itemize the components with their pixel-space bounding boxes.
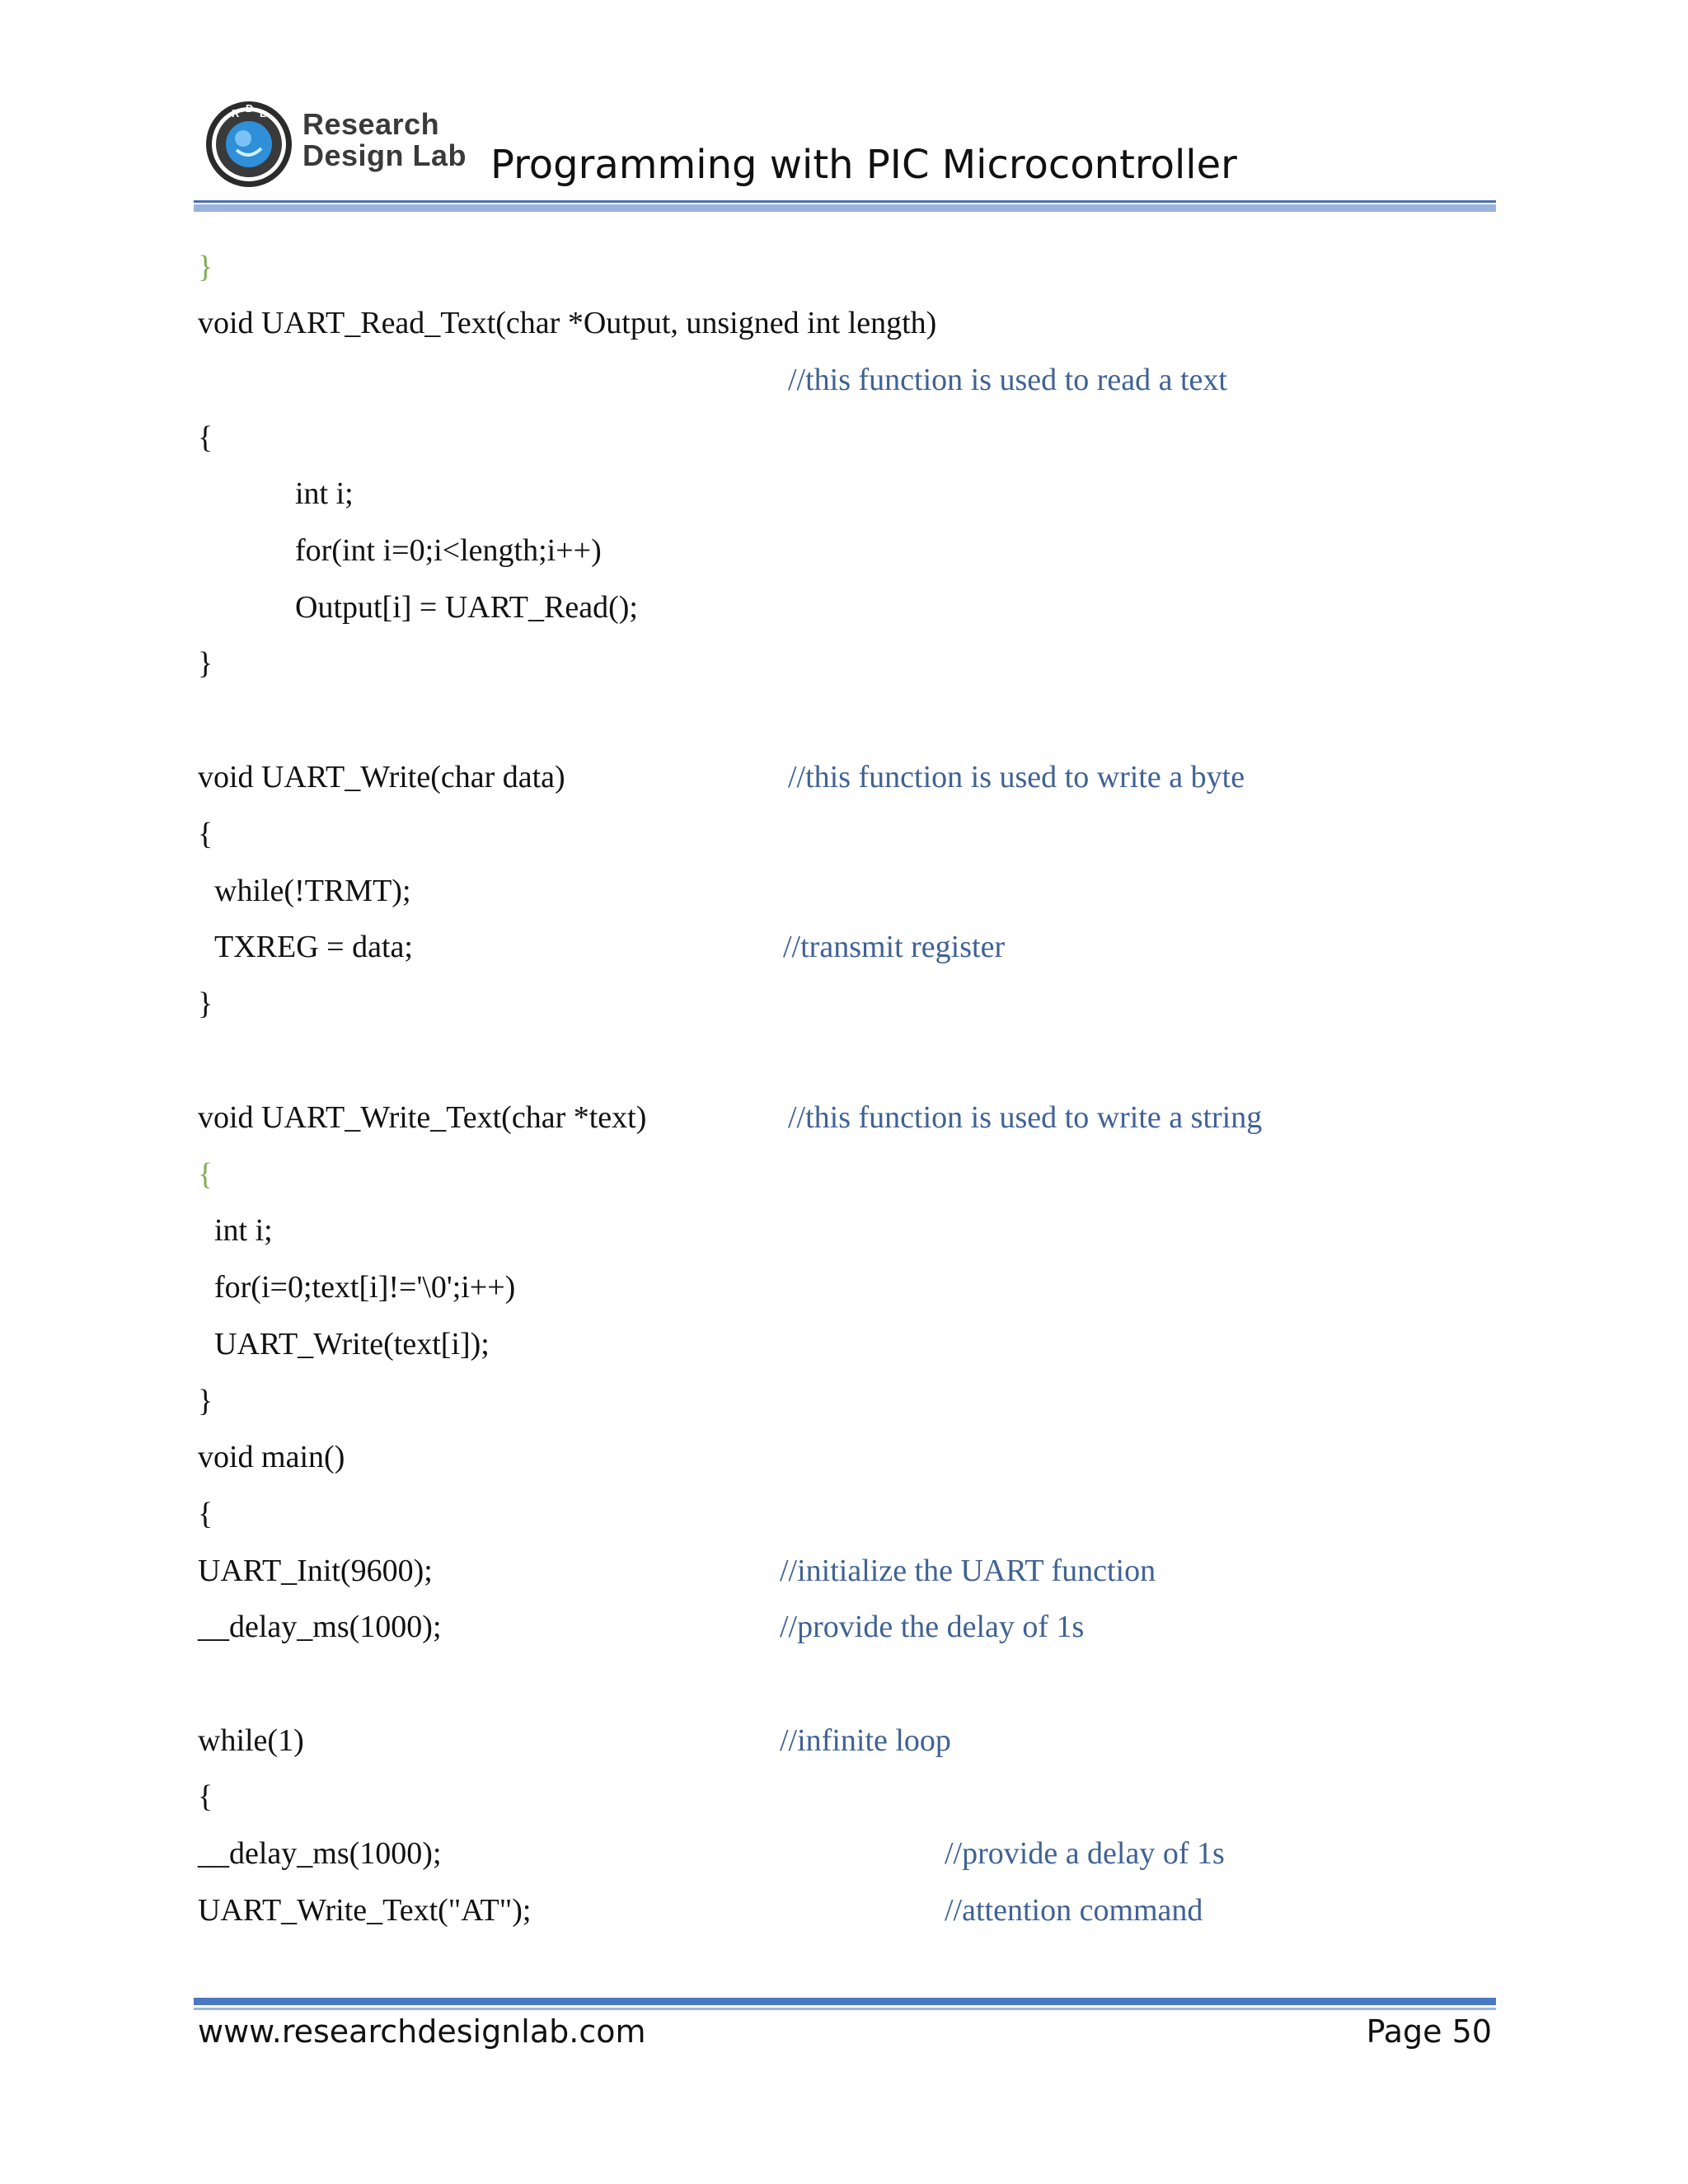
code-line: for(int i=0;i<length;i++) [295,533,602,568]
footer-website: www.researchdesignlab.com [198,2013,646,2050]
code-comment: //provide a delay of 1s [945,1836,1225,1871]
brand-line-2: Design Lab [302,138,467,172]
footer-divider-thick [194,1998,1496,2005]
code-line: while(1) [198,1723,304,1758]
code-line: while(!TRMT); [214,874,411,908]
code-comment: //this function is used to write a byte [788,760,1245,794]
code-comment: //transmit register [783,930,1006,964]
code-line: int i; [295,476,354,511]
code-comment: //attention command [945,1893,1203,1928]
code-line: { [198,1779,213,1814]
code-line: UART_Write(text[i]); [214,1327,490,1361]
code-line: for(i=0;text[i]!='\0';i++) [214,1270,516,1305]
code-line: UART_Init(9600); [198,1554,433,1588]
document-title: Programming with PIC Microcontroller [490,142,1237,188]
brand-line-1: Research [302,107,440,141]
code-line: { [198,1497,213,1531]
code-line: Output[i] = UART_Read(); [295,590,638,625]
logo-letter-d: D [246,102,254,115]
logo-letter-l: L [260,107,266,120]
code-line: __delay_ms(1000); [198,1836,442,1871]
page-number: Page 50 [1366,2013,1492,2050]
code-line: UART_Write_Text("AT"); [198,1893,532,1928]
code-line: TXREG = data; [214,930,413,964]
code-line: } [198,987,213,1021]
code-line: void UART_Write_Text(char *text) [198,1100,647,1135]
code-line: } [198,250,213,284]
footer-divider-thin [194,2008,1496,2010]
code-comment: //infinite loop [780,1723,951,1758]
code-comment: //this function is used to read a text [788,363,1227,397]
code-comment: //initialize the UART function [780,1554,1156,1588]
code-line: } [198,1384,213,1418]
code-line: int i; [214,1213,273,1248]
code-line: } [198,646,213,681]
code-line: { [198,817,213,851]
code-line: void UART_Write(char data) [198,760,565,794]
code-line: { [198,1157,213,1192]
code-line: { [198,420,213,455]
code-line: void main() [198,1440,345,1474]
logo-letter-r: R [232,107,240,120]
code-comment: //this function is used to write a string [788,1100,1263,1135]
code-comment: //provide the delay of 1s [780,1610,1085,1644]
code-line: void UART_Read_Text(char *Output, unsigned int length) [198,306,937,340]
code-line: __delay_ms(1000); [198,1610,442,1644]
